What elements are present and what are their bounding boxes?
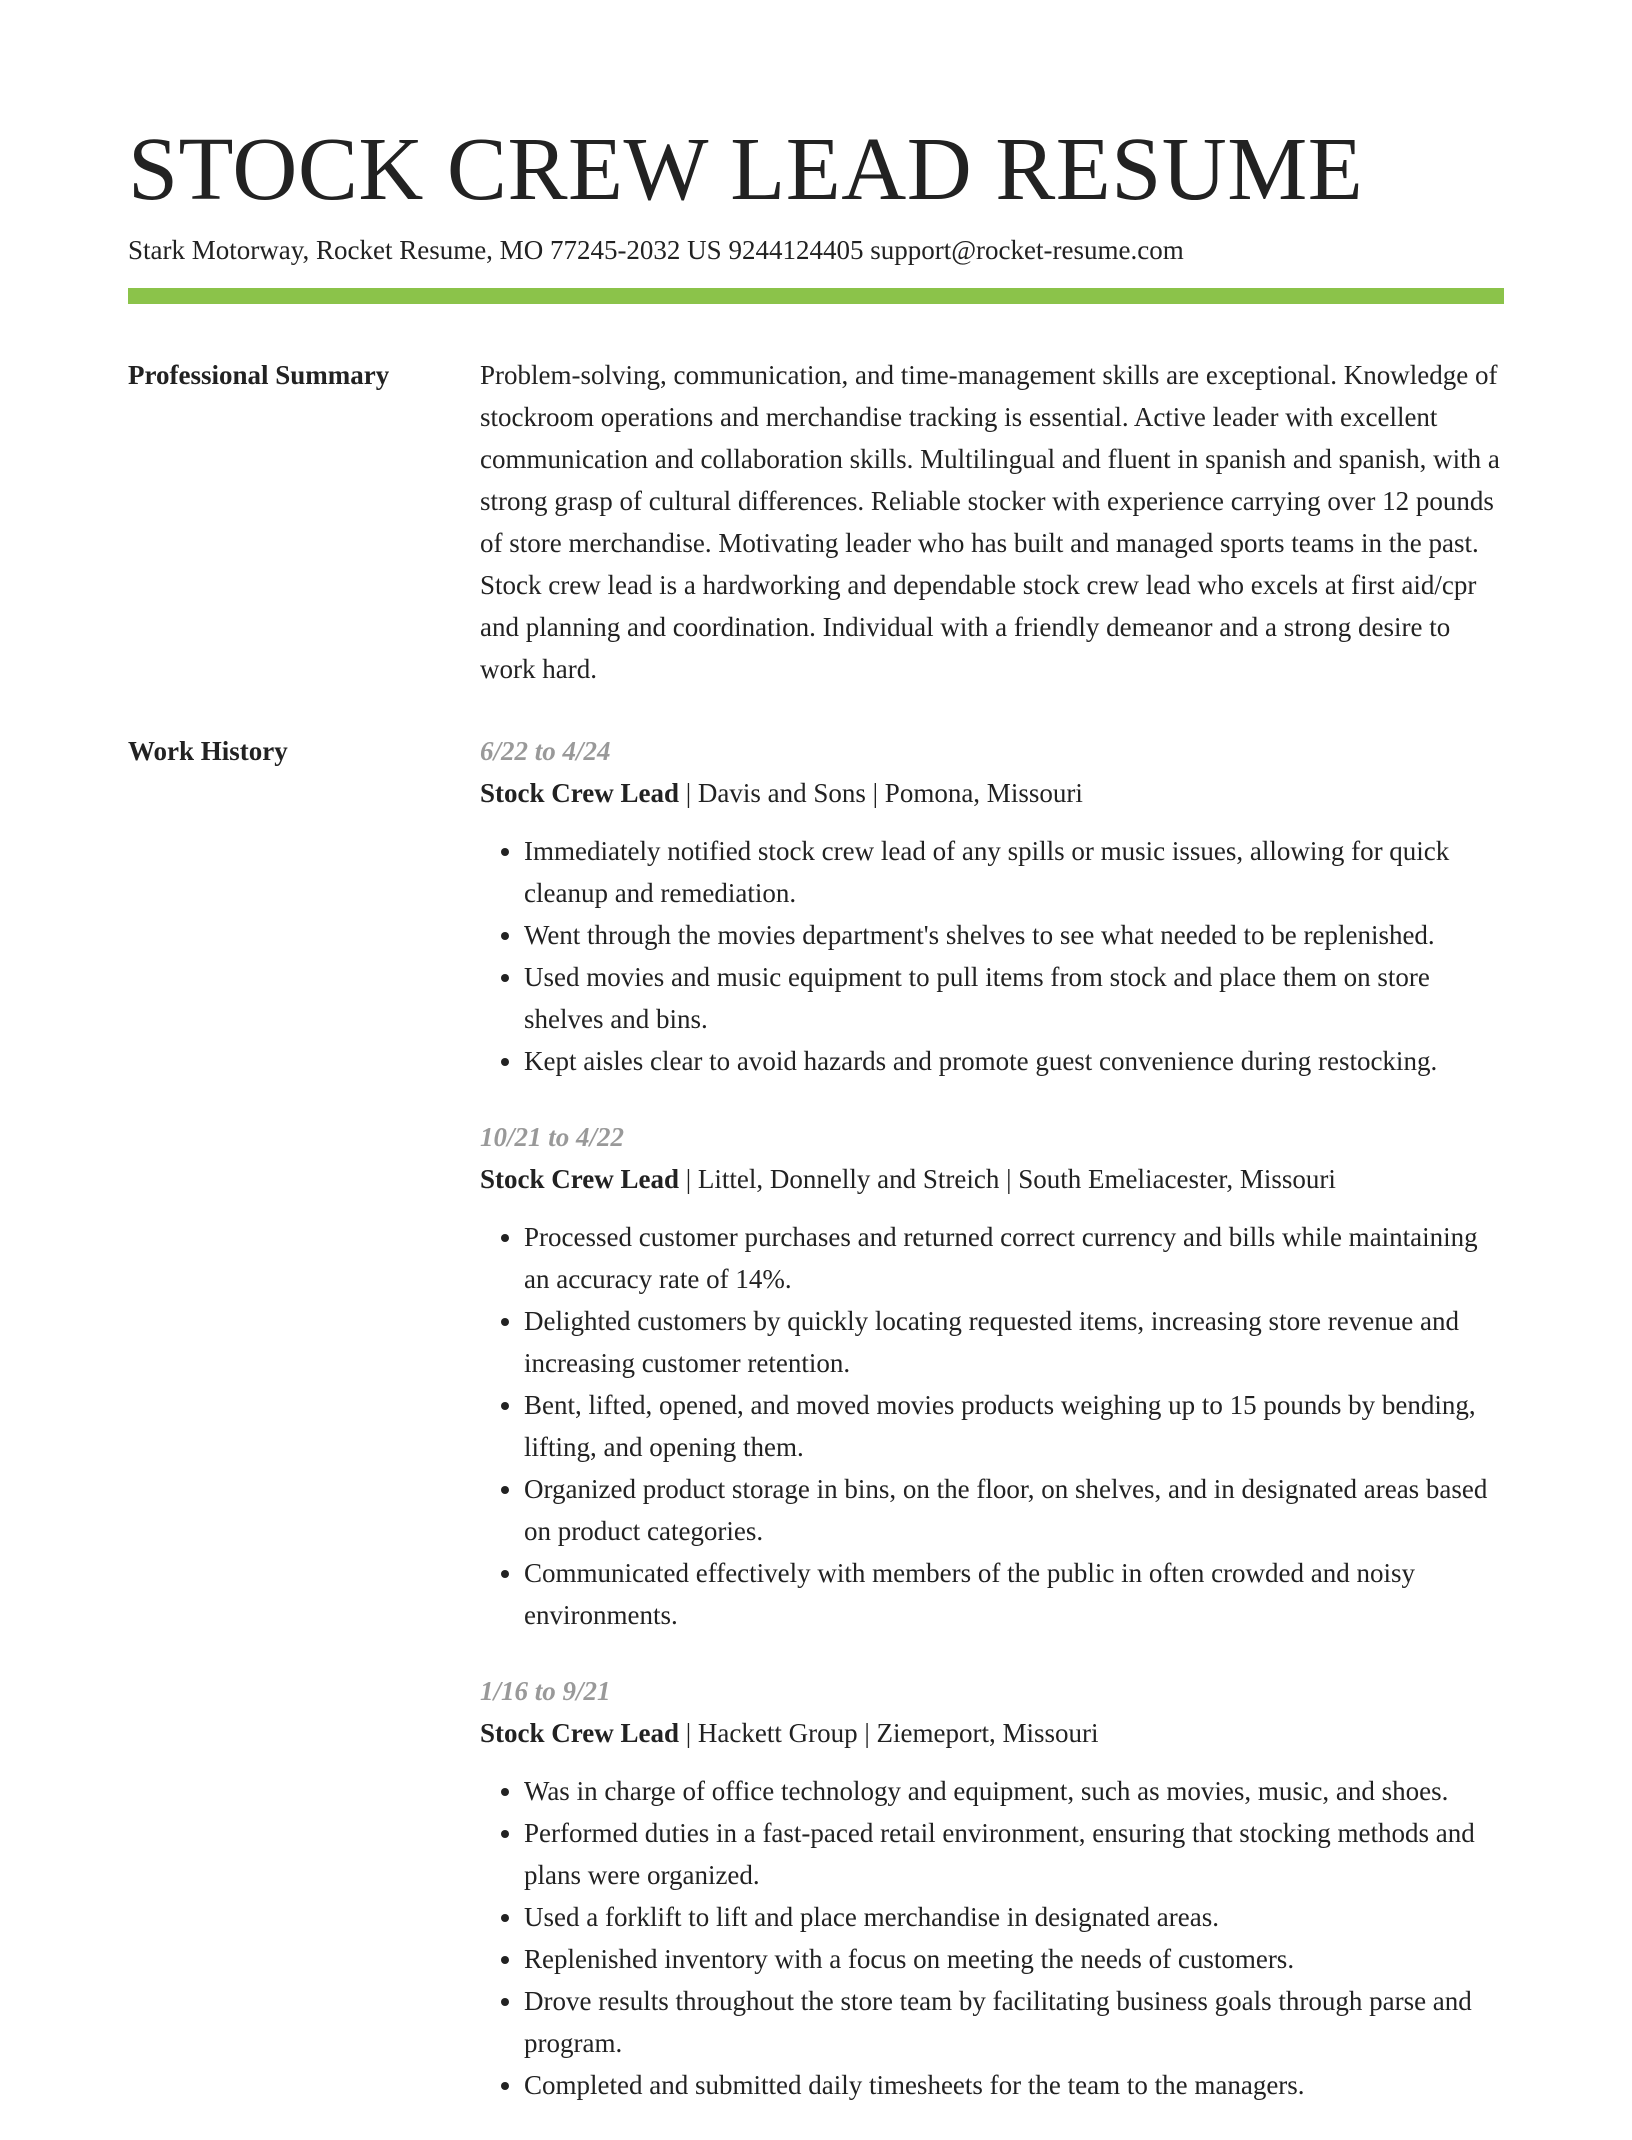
job-title: Stock Crew Lead: [480, 1164, 679, 1194]
job-dates: 10/21 to 4/22: [480, 1122, 625, 1152]
job-entry: [480, 1670, 1504, 2106]
job-bullet: • Processed customer purchases and returned correct currency and bills while maintaining an accuracy rate of 14%.: [524, 1216, 1504, 1300]
job-heading: [480, 772, 1504, 814]
work-history-body: [480, 730, 1504, 2140]
job-bullet: • Performed duties in a fast-paced retail environment, ensuring that stocking methods and plans were organized.: [524, 1812, 1504, 1896]
job-bullet: • Completed and submitted daily timesheets for the team to the managers.: [524, 2064, 1504, 2106]
job-dates: 1/16 to 9/21: [480, 1676, 611, 1706]
job-details: | Littel, Donnelly and Streich | South Emeliacester, Missouri: [679, 1164, 1336, 1194]
job-details: | Hackett Group | Ziemeport, Missouri: [679, 1718, 1099, 1748]
job-bullet: • Drove results throughout the store team by facilitating business goals through parse and program.: [524, 1980, 1504, 2064]
work-history-label: Work History: [128, 736, 288, 766]
job-bullet: • Used movies and music equipment to pull items from stock and place them on store shelves and bins.: [524, 956, 1504, 1040]
job-bullet: • Went through the movies department's shelves to see what needed to be replenished.: [524, 914, 1504, 956]
job-bullet: • Kept aisles clear to avoid hazards and promote guest convenience during restocking.: [524, 1040, 1504, 1082]
resume-title: STOCK CREW LEAD RESUME: [128, 120, 1364, 219]
resume-page: [128, 120, 1504, 2140]
job-bullet: • Bent, lifted, opened, and moved movies products weighing up to 15 pounds by bending, lifting, and opening them.: [524, 1384, 1504, 1468]
job-title: Stock Crew Lead: [480, 778, 679, 808]
job-heading: [480, 1712, 1504, 1754]
work-history-section: [128, 730, 1504, 2140]
job-heading: [480, 1158, 1504, 1200]
job-dates: 6/22 to 4/24: [480, 736, 611, 766]
job-bullets: [480, 830, 1504, 1082]
summary-section: [128, 354, 1504, 690]
job-bullet: • Organized product storage in bins, on the floor, on shelves, and in designated areas based on product categories.: [524, 1468, 1504, 1552]
job-entry: [480, 730, 1504, 1082]
contact-line: Stark Motorway, Rocket Resume, MO 77245-2032 US 9244124405 support@rocket-resume.com: [128, 235, 1184, 265]
job-bullet: • Delighted customers by quickly locating requested items, increasing store revenue and increasing customer retention.: [524, 1300, 1504, 1384]
job-bullets: [480, 1770, 1504, 2106]
job-details: | Davis and Sons | Pomona, Missouri: [679, 778, 1083, 808]
summary-text: Problem-solving, communication, and time-management skills are exceptional. Knowledge of stockroom operations and merchandise tracking is essential. Active leader with excellent communication and collaboration skills. Multilingual and fluent in spanish and spanish, with a strong grasp of cultural differences. Reliable stocker with experience carrying over 12 pounds of store merchandise. Motivating leader who has built and managed sports teams in the past. Stock crew lead is a hardworking and dependable stock crew lead who excels at first aid/cpr and planning and coordination. Individual with a friendly demeanor and a strong desire to work hard.: [480, 360, 1500, 684]
job-bullet: • Used a forklift to lift and place merchandise in designated areas.: [524, 1896, 1504, 1938]
job-bullet: • Was in charge of office technology and equipment, such as movies, music, and shoes.: [524, 1770, 1504, 1812]
job-bullets: [480, 1216, 1504, 1636]
job-bullet: • Replenished inventory with a focus on meeting the needs of customers.: [524, 1938, 1504, 1980]
job-bullet: • Communicated effectively with members of the public in often crowded and noisy environments.: [524, 1552, 1504, 1636]
job-bullet: • Immediately notified stock crew lead of any spills or music issues, allowing for quick cleanup and remediation.: [524, 830, 1504, 914]
summary-body: [480, 354, 1504, 690]
summary-label: Professional Summary: [128, 360, 390, 390]
job-entry: [480, 1116, 1504, 1636]
accent-divider: [128, 288, 1504, 304]
job-title: Stock Crew Lead: [480, 1718, 679, 1748]
